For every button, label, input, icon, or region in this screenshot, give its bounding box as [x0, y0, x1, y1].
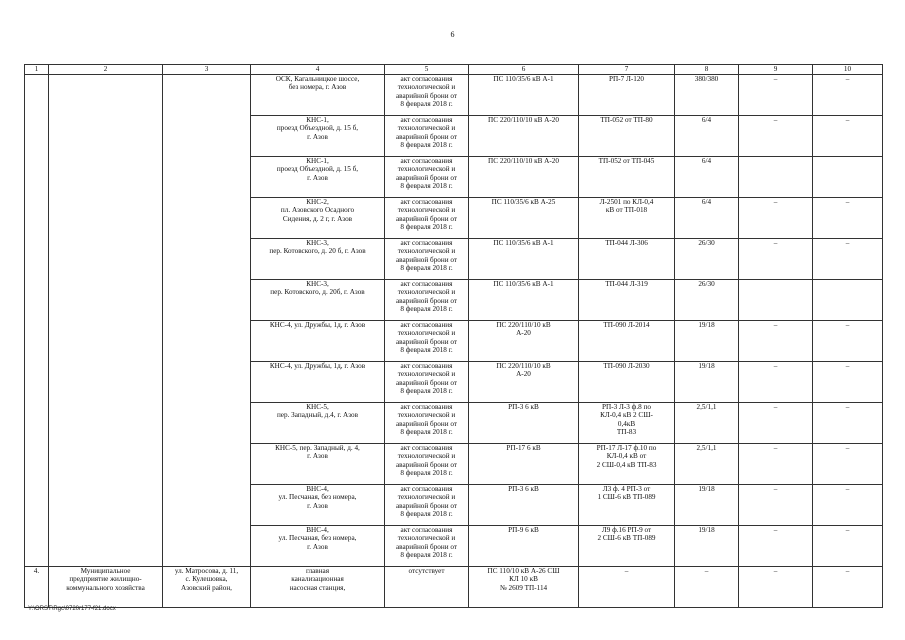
- cell-c10: –: [813, 444, 883, 485]
- cell-line: пл. Азовского Осадного: [280, 206, 355, 215]
- column-number-row: [25, 65, 883, 75]
- cell-line: г. Азов: [307, 542, 328, 551]
- cell-line: ТП-090 Л-2030: [603, 362, 650, 370]
- cell-line: Муниципальное: [80, 567, 131, 575]
- cell-line: без номера, г. Азов: [288, 83, 347, 92]
- cell-c5: [385, 239, 469, 280]
- cell-c6: [469, 403, 579, 444]
- merged-cell-c3: [163, 75, 251, 567]
- cell-c4: [251, 403, 385, 444]
- cell-c9: –: [739, 362, 813, 403]
- cell-c5: [385, 567, 469, 608]
- cell-line: акт согласования: [400, 444, 453, 452]
- cell-line: Л-2501 по КЛ-0,4: [599, 198, 654, 206]
- cell-c6: [469, 526, 579, 567]
- column-number-10: 10: [813, 65, 883, 75]
- cell-line: ул. Песчаная, без номера,: [278, 493, 357, 502]
- cell-line: ул. Песчаная, без номера,: [278, 534, 357, 543]
- cell-c10: [813, 280, 883, 321]
- cell-line: пер. Западный, д.4, г. Азов: [276, 411, 359, 420]
- cell-c3: [163, 567, 251, 608]
- cell-c4: [251, 116, 385, 157]
- cell-line: технологической и: [397, 370, 456, 379]
- cell-c10: –: [813, 403, 883, 444]
- cell-line: КЛ-0,4 кВ от: [606, 452, 647, 461]
- cell-line: РП-7 Л-120: [608, 75, 645, 83]
- cell-line: РП-3 6 кВ: [508, 403, 539, 411]
- cell-line: 8 февраля 2018 г.: [400, 345, 453, 354]
- cell-c9: –: [739, 567, 813, 608]
- cell-c5: [385, 362, 469, 403]
- cell-line: Сидения, д. 2 г, г. Азов: [282, 214, 353, 223]
- cell-line: ТП-052 от ТП-80: [600, 116, 653, 124]
- cell-line: проезд Объездной, д. 15 б,: [276, 165, 359, 174]
- cell-c10: –: [813, 239, 883, 280]
- cell-line: 2 СШ-0,4 кВ ТП-83: [596, 460, 657, 469]
- cell-c7: [579, 75, 675, 116]
- cell-line: аварийной брони от: [395, 542, 458, 551]
- document-table: [24, 64, 883, 608]
- cell-line: 8 февраля 2018 г.: [400, 181, 453, 190]
- page-number: 6: [450, 30, 455, 39]
- cell-line: аварийной брони от: [395, 255, 458, 264]
- cell-line: аварийной брони от: [395, 460, 458, 469]
- cell-c8: 6/4: [675, 157, 739, 198]
- cell-c5: [385, 116, 469, 157]
- cell-line: акт согласования: [400, 116, 453, 124]
- cell-c7: [579, 444, 675, 485]
- cell-c8: 19/18: [675, 362, 739, 403]
- cell-c7: [579, 403, 675, 444]
- cell-c4: [251, 485, 385, 526]
- cell-c6: [469, 444, 579, 485]
- cell-c9: –: [739, 485, 813, 526]
- cell-c8: 6/4: [675, 198, 739, 239]
- cell-c8: 2,5/1,1: [675, 403, 739, 444]
- cell-line: ВНС-4,: [306, 485, 329, 493]
- cell-c9: –: [739, 444, 813, 485]
- cell-line: 1 СШ-6 кВ ТП-089: [597, 493, 656, 502]
- cell-c4: [251, 444, 385, 485]
- cell-c10: –: [813, 321, 883, 362]
- cell-c5: [385, 526, 469, 567]
- cell-line: отсутствует: [408, 567, 445, 575]
- cell-line: акт согласования: [400, 485, 453, 493]
- cell-line: акт согласования: [400, 403, 453, 411]
- cell-c4: [251, 198, 385, 239]
- cell-c10: –: [813, 75, 883, 116]
- cell-line: 8 февраля 2018 г.: [400, 550, 453, 559]
- cell-line: 2 СШ-6 кВ ТП-089: [597, 534, 656, 543]
- cell-c8: 19/18: [675, 526, 739, 567]
- cell-line: Л3 ф. 4 РП-3 от: [602, 485, 651, 493]
- cell-line: аварийной брони от: [395, 296, 458, 305]
- cell-c9: –: [739, 321, 813, 362]
- cell-c8: 380/380: [675, 75, 739, 116]
- cell-line: РП-17 Л-17 ф.10 по: [596, 444, 657, 452]
- cell-c10: –: [813, 116, 883, 157]
- cell-c7: [579, 280, 675, 321]
- cell-c5: [385, 321, 469, 362]
- cell-c9: –: [739, 198, 813, 239]
- cell-line: ОСК, Кагальницкое шоссе,: [275, 75, 360, 83]
- cell-line: Л9 ф.16 РП-9 от: [601, 526, 652, 534]
- cell-line: КНС-1,: [306, 116, 329, 124]
- cell-line: КНС-3,: [306, 280, 329, 288]
- cell-line: КНС-4, ул. Дружбы, 1д, г. Азов: [269, 362, 366, 370]
- cell-line: ПС 110/10 кВ А-26 СШ: [487, 567, 560, 575]
- cell-c4: [251, 239, 385, 280]
- cell-line: А-20: [516, 329, 531, 338]
- cell-line: технологической и: [397, 411, 456, 420]
- cell-line: технологической и: [397, 288, 456, 297]
- cell-c9: –: [739, 239, 813, 280]
- cell-c5: [385, 157, 469, 198]
- cell-line: РП-3 Л-3 ф.8 по: [602, 403, 651, 411]
- cell-line: 8 февраля 2018 г.: [400, 468, 453, 477]
- cell-line: аварийной брони от: [395, 91, 458, 100]
- cell-line: ТП-044 Л-306: [605, 239, 648, 247]
- cell-line: аварийной брони от: [395, 419, 458, 428]
- cell-c6: [469, 198, 579, 239]
- cell-line: технологической и: [397, 124, 456, 133]
- cell-line: акт согласования: [400, 321, 453, 329]
- cell-line: насосная станция,: [289, 583, 346, 592]
- cell-line: 8 февраля 2018 г.: [400, 304, 453, 313]
- cell-line: технологической и: [397, 493, 456, 502]
- cell-line: аварийной брони от: [395, 501, 458, 510]
- cell-c6: [469, 280, 579, 321]
- cell-line: РП-3 6 кВ: [508, 485, 539, 493]
- cell-line: аварийной брони от: [395, 378, 458, 387]
- cell-c10: –: [813, 567, 883, 608]
- cell-line: пер. Котовского, д. 20 б, г. Азов: [269, 247, 366, 256]
- cell-line: 0,4кВ: [617, 419, 636, 428]
- cell-line: с. Кулешовка,: [185, 575, 228, 584]
- cell-line: проезд Объездной, д. 15 б,: [276, 124, 359, 133]
- cell-c8: 19/18: [675, 485, 739, 526]
- cell-c9: [739, 157, 813, 198]
- cell-line: 8 февраля 2018 г.: [400, 140, 453, 149]
- cell-c9: [739, 280, 813, 321]
- cell-line: акт согласования: [400, 157, 453, 165]
- cell-c8: 26/30: [675, 239, 739, 280]
- cell-line: ПС 110/35/6 кВ А-1: [493, 280, 554, 288]
- cell-line: ТП-052 от ТП-045: [598, 157, 655, 165]
- cell-c5: [385, 75, 469, 116]
- column-number-3: 3: [163, 65, 251, 75]
- cell-line: 8 февраля 2018 г.: [400, 427, 453, 436]
- cell-line: акт согласования: [400, 280, 453, 288]
- cell-line: технологической и: [397, 534, 456, 543]
- cell-line: 8 февраля 2018 г.: [400, 222, 453, 231]
- cell-line: аварийной брони от: [395, 214, 458, 223]
- cell-line: ул. Матросова, д. 11,: [174, 567, 239, 575]
- cell-c1: 4.: [25, 567, 49, 608]
- cell-c7: [579, 116, 675, 157]
- cell-c6: [469, 75, 579, 116]
- column-number-4: 4: [251, 65, 385, 75]
- cell-line: КЛ-0,4 кВ 2 СШ-: [600, 411, 653, 420]
- cell-c5: [385, 280, 469, 321]
- column-number-1: 1: [25, 65, 49, 75]
- cell-c5: [385, 403, 469, 444]
- cell-line: г. Азов: [307, 132, 328, 141]
- cell-c6: [469, 485, 579, 526]
- cell-c7: [579, 157, 675, 198]
- cell-c8: 26/30: [675, 280, 739, 321]
- cell-line: А-20: [516, 370, 531, 379]
- cell-c10: –: [813, 362, 883, 403]
- column-number-2: 2: [49, 65, 163, 75]
- cell-line: канализационная: [291, 575, 344, 584]
- cell-line: аварийной брони от: [395, 337, 458, 346]
- column-number-9: 9: [739, 65, 813, 75]
- cell-line: аварийной брони от: [395, 132, 458, 141]
- cell-line: КНС-2,: [306, 198, 329, 206]
- cell-line: 8 февраля 2018 г.: [400, 99, 453, 108]
- cell-c9: –: [739, 403, 813, 444]
- cell-c7: [579, 321, 675, 362]
- cell-line: ПС 110/35/6 кВ А-1: [493, 239, 554, 247]
- cell-c9: –: [739, 116, 813, 157]
- cell-line: ПС 110/35/6 кВ А-25: [491, 198, 556, 206]
- cell-line: КНС-3,: [306, 239, 329, 247]
- cell-c9: –: [739, 75, 813, 116]
- cell-c4: [251, 157, 385, 198]
- cell-line: РП-17 6 кВ: [506, 444, 541, 452]
- cell-line: акт согласования: [400, 198, 453, 206]
- cell-c7: [579, 239, 675, 280]
- cell-line: КЛ 10 кВ: [509, 575, 538, 584]
- cell-line: технологической и: [397, 206, 456, 215]
- cell-line: КНС-4, ул. Дружбы, 1д, г. Азов: [269, 321, 366, 329]
- cell-c9: –: [739, 526, 813, 567]
- cell-c6: [469, 362, 579, 403]
- cell-line: 8 февраля 2018 г.: [400, 509, 453, 518]
- cell-line: коммунального хозяйства: [66, 583, 145, 592]
- cell-c4: [251, 526, 385, 567]
- table-row: [25, 75, 883, 116]
- column-number-8: 8: [675, 65, 739, 75]
- cell-line: ТП-090 Л-2014: [603, 321, 650, 329]
- cell-c6: [469, 239, 579, 280]
- cell-c8: 6/4: [675, 116, 739, 157]
- column-number-7: 7: [579, 65, 675, 75]
- cell-line: г. Азов: [307, 501, 328, 510]
- cell-line: технологической и: [397, 83, 456, 92]
- cell-line: ПС 110/35/6 кВ А-1: [493, 75, 554, 83]
- merged-cell-c2: [49, 75, 163, 567]
- cell-line: технологической и: [397, 452, 456, 461]
- cell-line: № 2609 ТП-114: [499, 583, 548, 592]
- cell-line: технологической и: [397, 247, 456, 256]
- cell-line: КНС-5,: [306, 403, 329, 411]
- cell-c6: [469, 567, 579, 608]
- cell-c10: –: [813, 485, 883, 526]
- cell-line: Азовский район,: [181, 583, 232, 592]
- cell-c7: [579, 362, 675, 403]
- cell-c5: [385, 485, 469, 526]
- cell-line: ВНС-4,: [306, 526, 329, 534]
- cell-c5: [385, 198, 469, 239]
- cell-line: г. Азов: [307, 173, 328, 182]
- table-row-4: [25, 567, 883, 608]
- cell-line: акт согласования: [400, 362, 453, 370]
- cell-c10: [813, 157, 883, 198]
- column-number-6: 6: [469, 65, 579, 75]
- cell-line: г. Азов: [307, 452, 328, 461]
- cell-c5: [385, 444, 469, 485]
- cell-line: акт согласования: [400, 239, 453, 247]
- cell-line: пер. Котовского, д. 20б, г. Азов: [270, 288, 365, 297]
- file-path-footer: Y:\ORST\Rgc\0720r177-f21.docx: [28, 606, 116, 612]
- cell-c8: –: [675, 567, 739, 608]
- cell-line: ПС 220/110/10 кВ А-20: [488, 116, 559, 124]
- cell-c10: –: [813, 198, 883, 239]
- cell-c4: [251, 280, 385, 321]
- cell-c6: [469, 321, 579, 362]
- cell-c7: [579, 485, 675, 526]
- cell-line: КНС-1,: [306, 157, 329, 165]
- cell-line: ПС 220/110/10 кВ: [496, 321, 551, 329]
- cell-c4: [251, 362, 385, 403]
- cell-c4: [251, 321, 385, 362]
- cell-line: ТП-044 Л-319: [605, 280, 648, 288]
- merged-cell-c1: [25, 75, 49, 567]
- cell-c7: –: [579, 567, 675, 608]
- cell-c7: [579, 198, 675, 239]
- cell-line: КНС-5, пер. Западный, д. 4,: [275, 444, 360, 452]
- cell-c8: 19/18: [675, 321, 739, 362]
- cell-line: технологической и: [397, 329, 456, 338]
- cell-c6: [469, 157, 579, 198]
- cell-line: аварийной брони от: [395, 173, 458, 182]
- cell-c6: [469, 116, 579, 157]
- cell-c8: 2,5/1,1: [675, 444, 739, 485]
- column-number-5: 5: [385, 65, 469, 75]
- cell-c2: [49, 567, 163, 608]
- cell-c10: –: [813, 526, 883, 567]
- cell-line: кВ от ТП-018: [605, 206, 648, 215]
- cell-line: ПС 220/110/10 кВ А-20: [488, 157, 559, 165]
- cell-line: ТП-83: [616, 427, 637, 436]
- cell-line: главная: [305, 567, 330, 575]
- cell-line: 8 февраля 2018 г.: [400, 263, 453, 272]
- cell-c4: [251, 75, 385, 116]
- cell-c7: [579, 526, 675, 567]
- cell-line: технологической и: [397, 165, 456, 174]
- cell-line: ПС 220/110/10 кВ: [496, 362, 551, 370]
- cell-c4: [251, 567, 385, 608]
- cell-line: акт согласования: [400, 75, 453, 83]
- cell-line: РП-9 6 кВ: [508, 526, 539, 534]
- cell-line: предприятие жилищно-: [69, 575, 142, 584]
- cell-line: 8 февраля 2018 г.: [400, 386, 453, 395]
- cell-line: акт согласования: [400, 526, 453, 534]
